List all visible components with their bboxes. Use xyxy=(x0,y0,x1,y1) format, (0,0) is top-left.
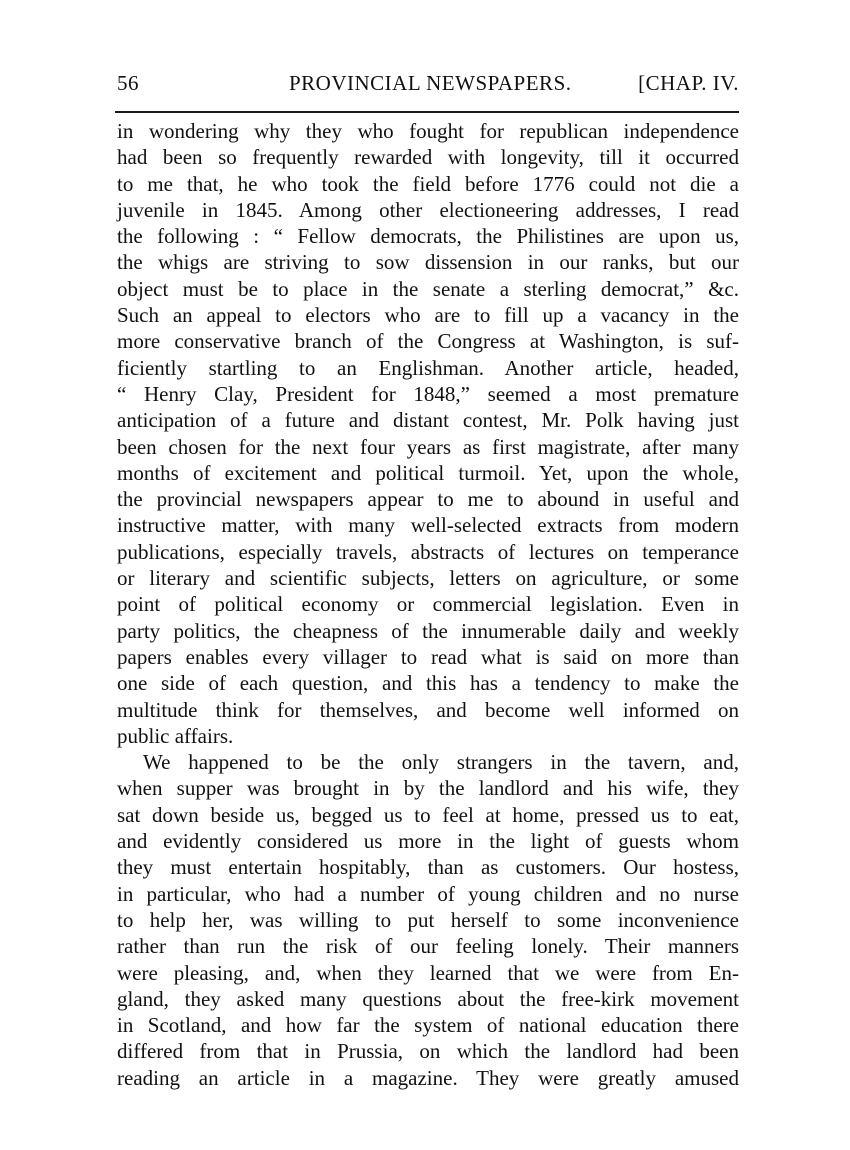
text-line: and evidently considered us more in the light of guests whom xyxy=(117,829,739,854)
text-line: sat down beside us, begged us to feel at home, pressed us to eat, xyxy=(117,802,739,827)
running-header xyxy=(117,71,739,105)
text-line: instructive matter, with many well-selected extracts from modern xyxy=(117,513,739,538)
text-line: had been so frequently rewarded with longevity, till it occurred xyxy=(117,145,739,170)
header-rule xyxy=(115,111,739,113)
text-line: papers enables every villager to read what is said on more than xyxy=(117,644,739,669)
chapter-reference: [CHAP. IV. xyxy=(638,71,739,95)
text-line: party politics, the cheapness of the innumerable daily and weekly xyxy=(117,618,739,643)
paragraph-first-line: We happened to be the only strangers in the tavern, and, xyxy=(143,750,739,775)
paragraph-end-line: public affairs. xyxy=(117,723,234,748)
text-line: when supper was brought in by the landlord and his wife, they xyxy=(117,776,739,801)
running-title: PROVINCIAL NEWSPAPERS. xyxy=(289,71,572,95)
text-line: Such an appeal to electors who are to fill up a vacancy in the xyxy=(117,303,739,328)
text-line: multitude think for themselves, and become well informed on xyxy=(117,697,739,722)
text-line: to help her, was willing to put herself to some inconvenience xyxy=(117,907,739,932)
text-line: reading an article in a magazine. They were greatly amused xyxy=(117,1065,739,1090)
text-line: gland, they asked many questions about the free-kirk movement xyxy=(117,986,739,1011)
text-line: to me that, he who took the field before 1776 could not die a xyxy=(117,171,739,196)
text-line: one side of each question, and this has a tendency to make the xyxy=(117,671,739,696)
body-text xyxy=(117,118,739,1091)
text-line: publications, especially travels, abstracts of lectures on temperance xyxy=(117,539,739,564)
text-line: anticipation of a future and distant contest, Mr. Polk having just xyxy=(117,408,739,433)
text-line: months of excitement and political turmoil. Yet, upon the whole, xyxy=(117,460,739,485)
text-line: in Scotland, and how far the system of national education there xyxy=(117,1013,739,1038)
text-line: object must be to place in the senate a sterling democrat,” &c. xyxy=(117,276,739,301)
text-line: been chosen for the next four years as first magistrate, after many xyxy=(117,434,739,459)
text-line: rather than run the risk of our feeling lonely. Their manners xyxy=(117,934,739,959)
text-line: in wondering why they who fought for republican independence xyxy=(117,119,739,143)
text-line: ficiently startling to an Englishman. Another article, headed, xyxy=(117,355,739,380)
text-line: “ Henry Clay, President for 1848,” seemed a most premature xyxy=(117,381,739,406)
page-number: 56 xyxy=(117,71,139,95)
text-line: more conservative branch of the Congress at Washington, is suf- xyxy=(117,329,739,354)
text-line: differed from that in Prussia, on which the landlord had been xyxy=(117,1039,739,1064)
text-line: in particular, who had a number of young children and no nurse xyxy=(117,881,739,906)
text-line: the whigs are striving to sow dissension in our ranks, but our xyxy=(117,250,739,275)
text-line: or literary and scientific subjects, letters on agriculture, or some xyxy=(117,566,739,591)
text-line: the following : “ Fellow democrats, the Philistines are upon us, xyxy=(117,224,739,249)
text-line: juvenile in 1845. Among other electioneering addresses, I read xyxy=(117,197,739,222)
text-line: the provincial newspapers appear to me to abound in useful and xyxy=(117,487,739,512)
text-line: were pleasing, and, when they learned that we were from En- xyxy=(117,960,739,985)
text-line: point of political economy or commercial legislation. Even in xyxy=(117,592,739,617)
text-line: they must entertain hospitably, than as customers. Our hostess, xyxy=(117,855,739,880)
